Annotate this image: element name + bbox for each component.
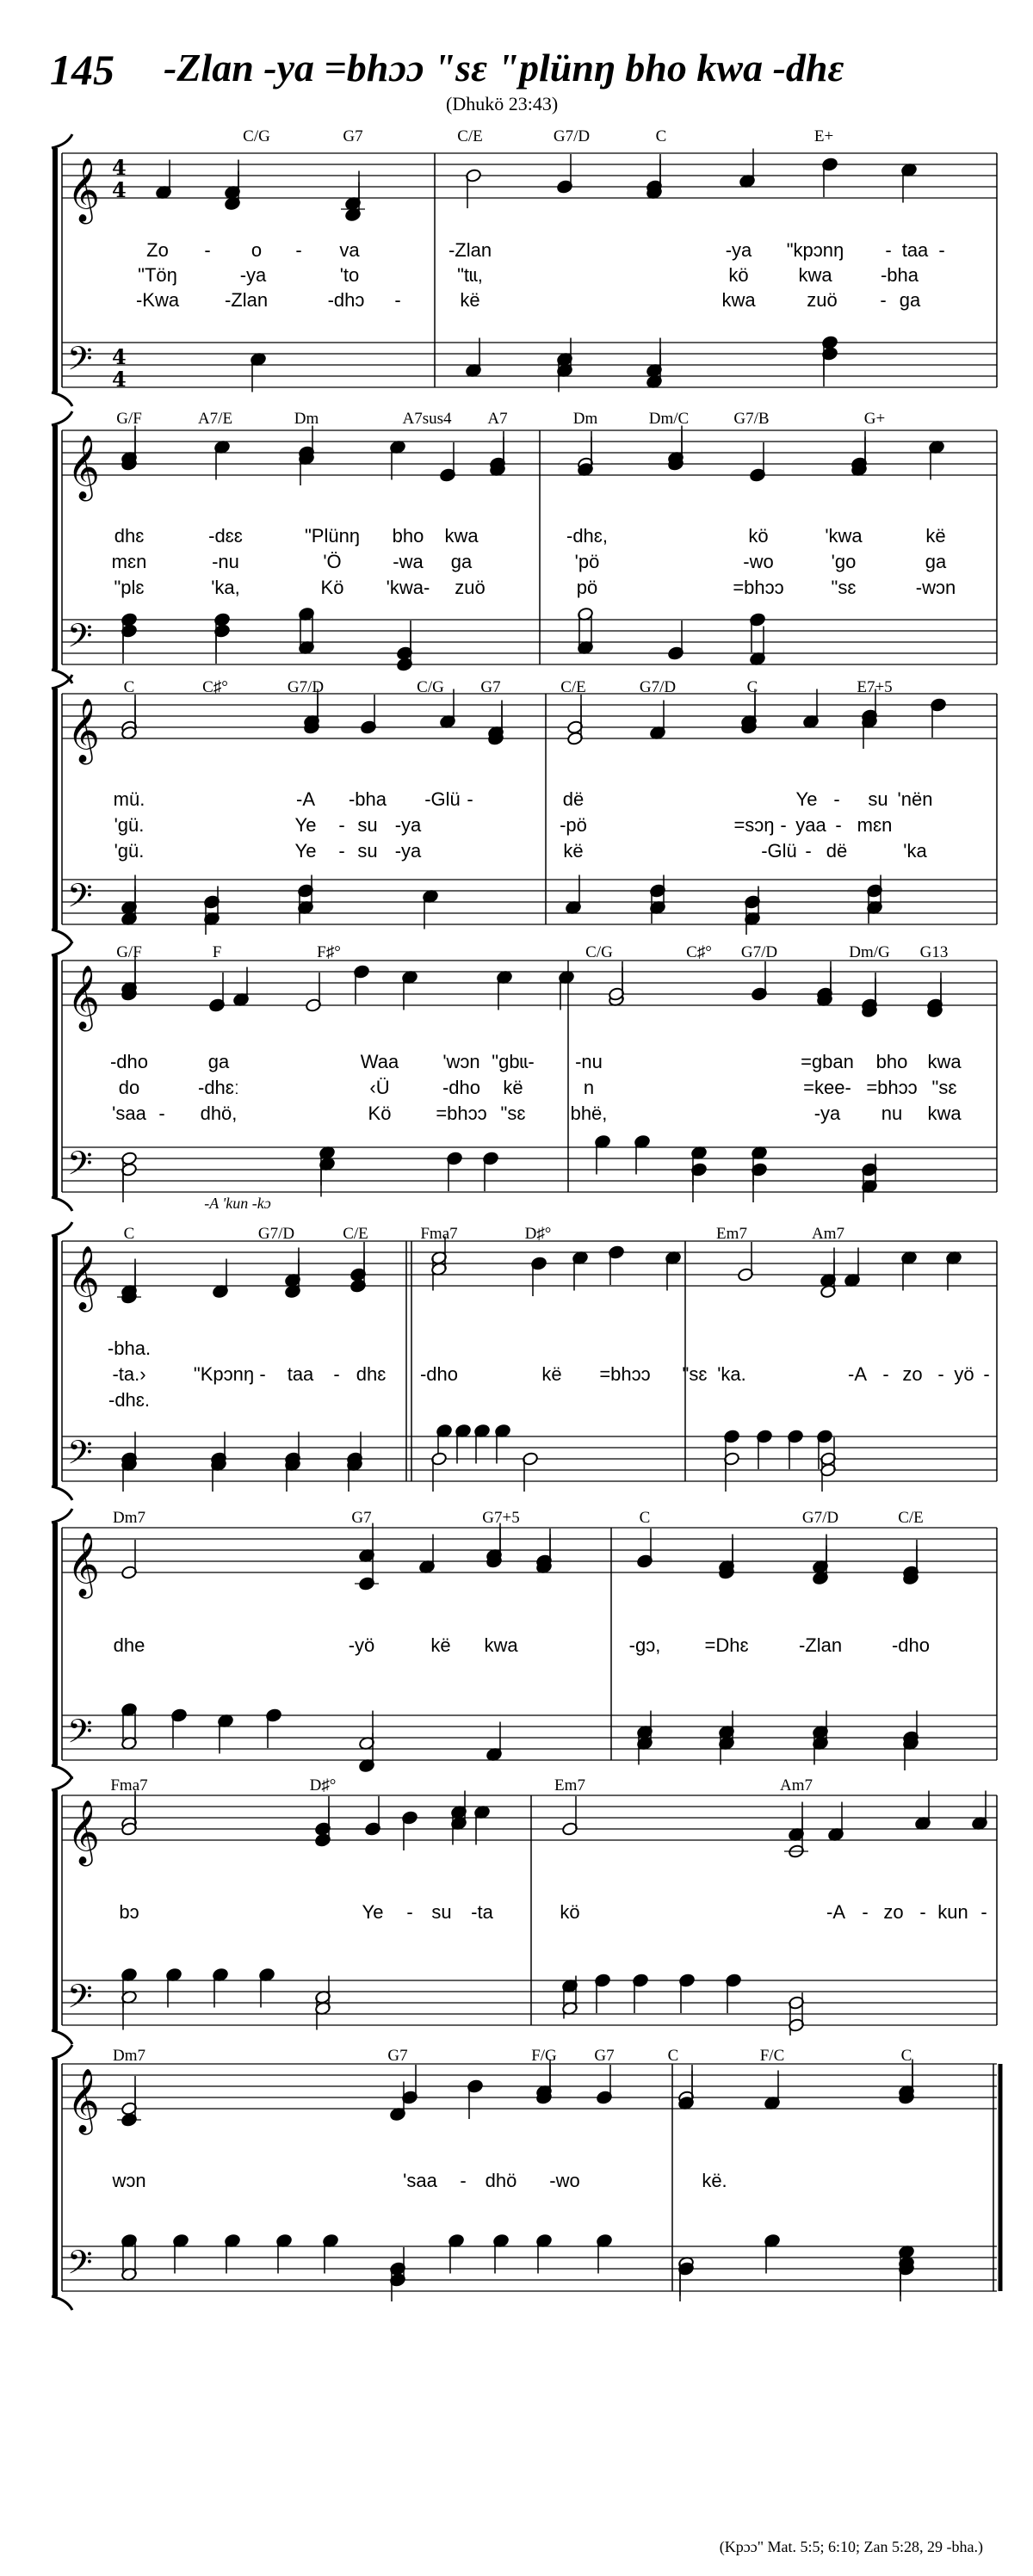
lyric-syllable: 'go <box>831 551 857 572</box>
lyric-syllable: su <box>357 840 378 862</box>
note-head <box>764 2071 780 2110</box>
scripture-reference: (Dhukö 23:43) <box>446 93 559 114</box>
lyric-syllable: - <box>882 1363 889 1385</box>
chord-symbol: C♯° <box>686 943 712 961</box>
time-signature-top: 4 <box>112 155 127 180</box>
lyric-syllable: -ya <box>239 264 267 286</box>
chord-symbol: C/G <box>243 127 270 145</box>
lyric-syllable: ga <box>207 1051 230 1072</box>
chord-symbol: Dm/C <box>648 410 690 428</box>
chord-symbol: G7 <box>351 1509 372 1527</box>
lyric-syllable: -dho <box>442 1077 481 1098</box>
chord-symbol: Dm/G <box>849 943 890 961</box>
chord-symbol: G7/D <box>553 127 591 145</box>
lyric-syllable: dhö, <box>200 1103 238 1124</box>
lyric-syllable: ‹Ü <box>369 1077 390 1098</box>
bass-clef-icon: 𝄢 <box>67 1144 93 1190</box>
chord-symbol: C/G <box>585 943 613 961</box>
lyric-syllable: Ye <box>294 840 317 862</box>
lyric-syllable: kwa <box>927 1051 962 1072</box>
lyric-syllable: pö <box>576 577 598 598</box>
chord-symbol: G7/D <box>740 943 778 961</box>
lyric-syllable: -A <box>848 1363 867 1385</box>
lyric-syllable: =Dhɛ <box>704 1634 749 1656</box>
lyric-syllable: - <box>204 239 211 261</box>
chord-symbol: C <box>746 678 758 696</box>
lyric-syllable: - <box>880 289 887 311</box>
lyric-syllable: -dɛɛ <box>208 525 243 547</box>
lyric-syllable: nu <box>881 1103 903 1124</box>
lyric-syllable: kwa <box>444 525 479 547</box>
lyric-syllable: zuö <box>807 289 838 311</box>
chord-symbol: G7/B <box>733 410 770 428</box>
chord-symbol: G7/D <box>257 1225 295 1243</box>
lyric-syllable: su <box>357 814 378 836</box>
lyric-syllable: - <box>980 1901 987 1923</box>
lyric-syllable: -A <box>296 788 315 810</box>
lyric-syllable: -nu <box>575 1051 603 1072</box>
chord-symbol: G7 <box>343 127 363 145</box>
chord-symbol: G7+5 <box>482 1509 520 1527</box>
chord-symbol: Em7 <box>716 1225 747 1243</box>
chord-symbol: C♯° <box>202 678 228 696</box>
lyric-syllable: dhe <box>113 1634 145 1656</box>
lyric-syllable: - <box>780 814 787 836</box>
note-head <box>224 2233 240 2273</box>
lyric-syllable: -Glü <box>424 788 461 810</box>
lyric-syllable: ga <box>925 551 947 572</box>
lyric-syllable: -dhɛː <box>198 1077 239 1098</box>
chord-symbol: C <box>123 1225 135 1243</box>
chord-symbol: C/E <box>343 1225 368 1243</box>
lyric-syllable: -Zlan <box>224 289 269 311</box>
lyric-syllable: Kö <box>368 1103 392 1124</box>
lyric-syllable: - <box>295 239 302 261</box>
lyric-syllable: 'to <box>339 264 360 286</box>
lyric-syllable: "sɛ <box>682 1363 708 1385</box>
lyric-syllable: kö <box>728 264 749 286</box>
chord-symbol: G7/D <box>639 678 677 696</box>
treble-clef-icon: 𝄞 <box>67 158 100 222</box>
lyric-syllable: mɛn <box>857 814 893 836</box>
lyric-syllable: -ta.› <box>112 1363 146 1385</box>
lyric-syllable: =bhɔɔ <box>733 577 784 598</box>
lyric-syllable: Ye <box>294 814 317 836</box>
note-head <box>172 2233 189 2273</box>
lyric-syllable: - <box>259 1363 266 1385</box>
lyric-syllable: dë <box>826 840 848 862</box>
bass-clef-icon: 𝄢 <box>67 1433 93 1480</box>
lyric-syllable: "sɛ <box>500 1103 526 1124</box>
chord-symbol: C <box>639 1509 651 1527</box>
chord-symbol: G7 <box>387 2047 408 2065</box>
lyric-syllable: mɛn <box>111 551 147 572</box>
chord-symbol: C <box>123 678 135 696</box>
lyric-syllable: 'ka. <box>717 1363 746 1385</box>
lyric-syllable: 'wɔn <box>442 1051 480 1072</box>
lyric-syllable: 'nën <box>897 788 933 810</box>
lyric-syllable: bhë, <box>570 1103 608 1124</box>
note-head <box>322 2233 338 2273</box>
lyric-syllable: -wo <box>549 2170 580 2191</box>
hymn-title: -Zlan -ya =bhɔɔ "sɛ "plünŋ bho kwa -dhɛ <box>164 46 844 90</box>
note-head <box>467 2079 483 2119</box>
chord-symbol: C/E <box>457 127 483 145</box>
lyric-syllable: - <box>460 2170 467 2191</box>
chord-symbol: C/E <box>898 1509 924 1527</box>
lyric-syllable: -dhɛ. <box>108 1389 150 1411</box>
lyric-syllable: - <box>394 289 401 311</box>
note-head <box>492 2233 509 2273</box>
lyric-syllable: -dhɔ <box>327 289 365 311</box>
lyric-syllable: dhö <box>485 2170 517 2191</box>
chord-symbol: A7sus4 <box>402 410 452 428</box>
chord-symbol: Dm <box>294 410 319 428</box>
footnote: (Kpɔɔ" Mat. 5:5; 6:10; Zan 5:28, 29 -bha.) <box>719 2538 983 2555</box>
chord-symbol: Am7 <box>780 1776 813 1795</box>
lyric-syllable: "sɛ <box>931 1077 957 1098</box>
lyric-syllable: -wo <box>743 551 774 572</box>
lyric-syllable: - <box>467 788 473 810</box>
lyric-syllable: kë <box>460 289 480 311</box>
lyric-syllable: -Zlan <box>448 239 492 261</box>
time-signature-bottom: 4 <box>112 367 127 392</box>
lyric-syllable: kë <box>563 840 584 862</box>
lyric-syllable: kwa <box>798 264 832 286</box>
note-head <box>275 2233 292 2273</box>
lyric-syllable: Kö <box>320 577 344 598</box>
lyric-syllable: kë <box>503 1077 523 1098</box>
lyric-syllable: "Töŋ <box>138 264 177 286</box>
note-head <box>596 2065 612 2104</box>
lyric-syllable: - <box>333 1363 340 1385</box>
lyric-syllable: taa <box>287 1363 314 1385</box>
lyric-syllable: - <box>937 1363 944 1385</box>
lyric-syllable: -Kwa <box>135 289 180 311</box>
lyric-syllable: do <box>118 1077 140 1098</box>
lyric-syllable: o <box>251 239 263 261</box>
note-head <box>677 2262 694 2301</box>
note-head <box>448 2233 464 2273</box>
lyric-syllable: kwa <box>484 1634 518 1656</box>
chord-symbol: Em7 <box>554 1776 585 1795</box>
chord-symbol: D♯° <box>524 1225 552 1243</box>
lyric-syllable: =bhɔɔ <box>599 1363 651 1385</box>
bass-clef-icon: 𝄢 <box>67 876 93 923</box>
chord-symbol: G7/D <box>287 678 325 696</box>
lyric-syllable: - <box>833 788 840 810</box>
chord-symbol: D♯° <box>309 1776 337 1795</box>
lyric-syllable: yaa <box>795 814 826 836</box>
lyric-syllable: kwa <box>721 289 756 311</box>
treble-clef-icon: 𝄞 <box>67 1801 100 1864</box>
lyric-syllable: -ta <box>471 1901 493 1923</box>
lyric-syllable: ga <box>899 289 921 311</box>
treble-clef-icon: 𝄞 <box>67 1246 100 1310</box>
lyric-syllable: -wɔn <box>915 577 956 598</box>
chord-symbol: Am7 <box>812 1225 844 1243</box>
chord-symbol: A7 <box>487 410 508 428</box>
chord-symbol: E7+5 <box>857 678 893 696</box>
chord-symbol: G13 <box>919 943 949 961</box>
chord-symbol: G7 <box>480 678 501 696</box>
chord-symbol: F♯° <box>317 943 341 961</box>
bass-clef-icon: 𝄢 <box>67 1977 93 2023</box>
chord-symbol: G7 <box>594 2047 615 2065</box>
treble-clef-icon: 𝄞 <box>67 699 100 763</box>
note-head <box>764 2233 780 2273</box>
lyric-syllable: -dho <box>419 1363 459 1385</box>
bass-clef-icon: 𝄢 <box>67 339 93 386</box>
lyric-syllable: zo <box>883 1901 904 1923</box>
bass-clef-icon: 𝄢 <box>67 1712 93 1758</box>
lyric-syllable: - <box>805 840 812 862</box>
lyric-syllable: kë <box>925 525 946 547</box>
time-signature-top: 4 <box>112 344 127 369</box>
lyric-syllable: taa <box>901 239 929 261</box>
lyric-syllable: ga <box>450 551 473 572</box>
lyric-syllable: kë <box>430 1634 451 1656</box>
lyric-syllable: -ya <box>394 814 422 836</box>
chord-symbol: F <box>212 943 222 961</box>
lyric-syllable: kë. <box>702 2170 727 2191</box>
lyric-syllable: dhɛ <box>114 525 145 547</box>
chord-symbol: C/E <box>560 678 586 696</box>
lyric-syllable: -ya <box>394 840 422 862</box>
lyric-syllable: - <box>983 1363 990 1385</box>
chord-symbol: C <box>667 2047 679 2065</box>
lyric-syllable: "plɛ <box>114 577 145 598</box>
chord-symbol: F/C <box>759 2047 785 2065</box>
lyric-syllable: bho <box>875 1051 908 1072</box>
lyric-syllable: kö <box>748 525 769 547</box>
lyric-syllable: -Zlan <box>798 1634 843 1656</box>
chord-symbol: C <box>655 127 667 145</box>
chord-symbol: Fma7 <box>420 1225 458 1243</box>
lyric-syllable: -yö <box>348 1634 375 1656</box>
lyric-syllable: 'kwa- <box>386 577 430 598</box>
lyric-syllable: -pö <box>560 814 587 836</box>
lyric-syllable: -dho <box>891 1634 931 1656</box>
lyric-syllable: -bha. <box>107 1337 152 1359</box>
lyric-syllable: =sɔŋ <box>733 814 775 836</box>
treble-clef-icon: 𝄞 <box>67 1533 100 1597</box>
lyric-syllable: 'kwa <box>825 525 863 547</box>
lyric-syllable: - <box>938 239 945 261</box>
lyric-syllable: Ye <box>362 1901 384 1923</box>
lyric-syllable: -wa <box>393 551 424 572</box>
lyric-syllable: kun <box>937 1901 968 1923</box>
chord-symbol: Dm7 <box>113 2047 145 2065</box>
lyric-syllable: - <box>885 239 892 261</box>
lyric-syllable: =bhɔɔ <box>866 1077 918 1098</box>
lyric-syllable: zo <box>902 1363 923 1385</box>
lyric-syllable: =gban <box>801 1051 854 1072</box>
note-head <box>535 2065 552 2104</box>
lyric-syllable: kwa <box>927 1103 962 1124</box>
lyric-syllable: "sɛ <box>831 577 857 598</box>
lyric-syllable: "Kpɔnŋ <box>193 1363 255 1385</box>
lyric-syllable: 'gü. <box>114 814 145 836</box>
time-signature-bottom: 4 <box>112 177 127 202</box>
lyric-syllable: "Plünŋ <box>304 525 361 547</box>
lyric-syllable: - <box>338 840 345 862</box>
chord-symbol: C/G <box>417 678 444 696</box>
lyric-syllable: 'ka, <box>211 577 240 598</box>
lyric-syllable: bɔ <box>119 1901 139 1923</box>
lyric-syllable: -ya <box>813 1103 841 1124</box>
lyric-syllable: dë <box>562 788 585 810</box>
lyric-syllable: -bha <box>880 264 919 286</box>
lyric-syllable: -A <box>826 1901 845 1923</box>
chord-symbol: G/F <box>116 410 142 428</box>
lyric-syllable: Zo <box>146 239 169 261</box>
lyric-syllable: zuö <box>455 577 486 598</box>
lyric-syllable: Ye <box>795 788 818 810</box>
lyric-syllable: 'saa <box>403 2170 437 2191</box>
lyric-syllable: =kee- <box>803 1077 851 1098</box>
note-head <box>677 2071 694 2110</box>
lyric-syllable: -nu <box>212 551 239 572</box>
lyric-syllable: su <box>868 788 888 810</box>
lyric-syllable: - <box>338 814 345 836</box>
chord-symbol: F/G <box>531 2047 557 2065</box>
treble-clef-icon: 𝄞 <box>67 2069 100 2133</box>
bass-clef-icon: 𝄢 <box>67 616 93 663</box>
chord-symbol: Dm7 <box>113 1509 145 1527</box>
treble-clef-icon: 𝄞 <box>67 966 100 1029</box>
note-head <box>535 2233 552 2273</box>
lyric-syllable: - <box>406 1901 413 1923</box>
hymn-number: 145 <box>50 46 114 94</box>
bass-clef-icon: 𝄢 <box>67 2243 93 2289</box>
lyric-syllable: -ya <box>725 239 752 261</box>
lyric-syllable: "gbɩɩ- <box>492 1051 535 1072</box>
lyric-syllable: - <box>919 1901 926 1923</box>
lyric-syllable: dhɛ <box>356 1363 387 1385</box>
cue-text: -A 'kun -kɔ <box>204 1195 271 1212</box>
lyric-syllable: Waa <box>360 1051 399 1072</box>
lyric-syllable: yö <box>954 1363 974 1385</box>
lyric-syllable: 'gü. <box>114 840 145 862</box>
lyric-syllable: -dhɛ, <box>566 525 608 547</box>
lyric-syllable: va <box>339 239 360 261</box>
lyric-syllable: -dho <box>109 1051 149 1072</box>
lyric-syllable: "kpɔnŋ <box>786 239 844 261</box>
lyric-syllable: bho <box>392 525 424 547</box>
chord-symbol: G7/D <box>801 1509 839 1527</box>
treble-clef-icon: 𝄞 <box>67 436 100 499</box>
chord-symbol: G/F <box>116 943 142 961</box>
chord-symbol: G+ <box>863 410 886 428</box>
note-head <box>596 2233 612 2273</box>
lyric-syllable: su <box>431 1901 452 1923</box>
chord-symbol: E+ <box>813 127 834 145</box>
lyric-syllable: -gɔ, <box>628 1634 661 1656</box>
lyric-syllable: - <box>835 814 842 836</box>
lyric-syllable: 'saa <box>112 1103 146 1124</box>
lyric-syllable: kë <box>541 1363 562 1385</box>
lyric-syllable: n <box>583 1077 595 1098</box>
chord-symbol: Fma7 <box>110 1776 148 1795</box>
lyric-syllable: kö <box>560 1901 580 1923</box>
lyric-syllable: mü. <box>113 788 145 810</box>
lyric-syllable: 'ka <box>903 840 927 862</box>
chord-symbol: A7/E <box>197 410 233 428</box>
lyric-syllable: -Glü <box>761 840 797 862</box>
lyric-syllable: -bha <box>348 788 387 810</box>
lyric-syllable: "tɩɩ, <box>457 264 483 286</box>
lyric-syllable: =bhɔɔ <box>436 1103 487 1124</box>
lyric-syllable: - <box>862 1901 869 1923</box>
lyric-syllable: - <box>158 1103 165 1124</box>
chord-symbol: C <box>900 2047 912 2065</box>
lyric-syllable: wɔn <box>112 2170 146 2191</box>
lyric-syllable: 'Ö <box>323 551 342 572</box>
note-head <box>898 2065 914 2104</box>
lyric-syllable: 'pö <box>574 551 600 572</box>
chord-symbol: Dm <box>572 410 598 428</box>
